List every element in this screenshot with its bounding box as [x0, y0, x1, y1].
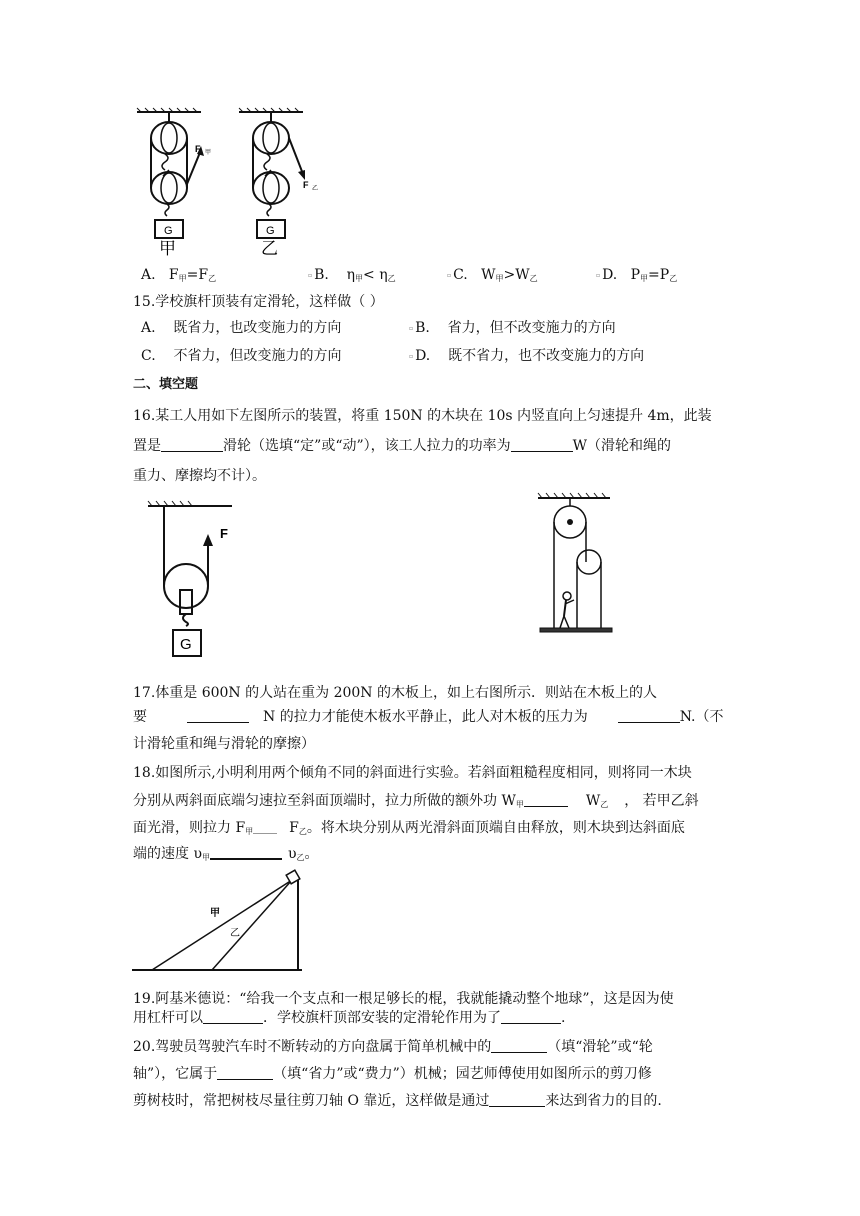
text: W	[585, 793, 601, 809]
q15-option-d[interactable]	[409, 346, 644, 367]
q14-yi-force-label: F	[303, 180, 309, 190]
text: ．学校旗杆顶部安装的定滑轮作用为了	[263, 1010, 501, 1026]
q14-jia-weight-label: G	[164, 225, 173, 237]
q16-line3: 重力、摩擦均不计）。	[133, 468, 266, 484]
text: F	[289, 820, 299, 836]
option-symbol: F	[168, 267, 179, 283]
subscript: 乙	[296, 853, 305, 862]
q14-option-a[interactable]	[141, 265, 216, 289]
q17-figure-board	[534, 492, 624, 637]
option-letter: B.	[415, 320, 430, 336]
option-relation: =F	[186, 267, 209, 283]
q16-blank-1[interactable]	[161, 437, 223, 452]
text: （填“滑轮”或“轮	[547, 1039, 653, 1055]
subscript: 乙	[298, 827, 307, 836]
text: （填“省力”或“费力”）机械；园艺师傅使用如图所示的剪刀修	[273, 1066, 652, 1082]
option-symbol: W	[481, 267, 496, 283]
q16-line1: 16.某工人用如下左图所示的装置，将重 150N 的木块在 10s 内竖直向上匀速提升 4m，此装	[133, 408, 712, 424]
q18-line3	[133, 818, 685, 842]
option-relation: >W	[503, 267, 530, 283]
option-symbol: P	[630, 267, 641, 283]
text: 轴”），它属于	[133, 1066, 218, 1082]
text: N 的拉力才能使木板水平静止，此人对木板的压力为	[263, 709, 588, 725]
option-letter: D.	[602, 267, 618, 283]
q14-yi-force-sub: 乙	[312, 186, 319, 192]
q19-blank-2[interactable]	[501, 1009, 561, 1024]
q14-option-d[interactable]	[596, 265, 677, 289]
q17-line3: 计滑轮重和绳与滑轮的摩擦）	[133, 736, 315, 752]
text: 剪树枝时，常把树枝尽量往剪刀轴 O 靠近，这样做是通过	[133, 1093, 490, 1109]
text: 来达到省力的目的.	[545, 1093, 662, 1109]
option-subscript: 乙	[669, 274, 678, 283]
q16-figure-pulley	[146, 500, 236, 660]
q18-figure-inclines	[130, 868, 310, 974]
text: ， 若甲乙斜	[624, 793, 699, 809]
subscript: 甲	[201, 853, 210, 862]
text: 。	[304, 846, 319, 862]
q19-line2	[133, 1008, 565, 1028]
q17-blank-2[interactable]	[618, 708, 680, 723]
text: 用杠杆可以	[133, 1010, 203, 1026]
q18-blank-2[interactable]	[253, 819, 277, 834]
text: 置是	[133, 438, 161, 454]
text: 。将木块分别从两光滑斜面顶端自由释放，则木块到达斜面底	[306, 820, 685, 836]
option-letter: D.	[415, 348, 431, 364]
option-subscript: 甲	[178, 274, 187, 283]
section-title: 二、填空题	[133, 377, 199, 392]
q18-line4	[133, 844, 318, 868]
text: W（滑轮和绳的	[572, 438, 672, 454]
option-subscript: 甲	[355, 274, 364, 283]
text: 分别从两斜面底端匀速拉至斜面顶端时，拉力所做的额外功 W	[133, 793, 516, 809]
q15-option-a[interactable]	[141, 318, 341, 338]
subscript: 乙	[600, 800, 609, 809]
option-letter: C.	[141, 348, 156, 364]
bullet-icon: ▫	[447, 272, 452, 279]
q14-option-c[interactable]	[447, 265, 538, 289]
q15-stem: 15.学校旗杆顶装有定滑轮，这样做（ ）	[133, 294, 384, 310]
bullet-icon: ▫	[409, 325, 414, 332]
text: 滑轮（选填“定”或“动”），该工人拉力的功率为	[223, 438, 511, 454]
q14-jia-label: 甲	[159, 239, 176, 259]
q16-line2	[133, 436, 671, 456]
text: .	[561, 1010, 566, 1026]
subscript: 甲	[515, 800, 524, 809]
text: N.（不	[679, 709, 724, 725]
option-text: 既省力，也改变施力的方向	[173, 320, 342, 336]
q18-yi-label: 乙	[230, 928, 240, 939]
q18-blank-3[interactable]	[210, 844, 282, 860]
bullet-icon: ▫	[308, 272, 313, 279]
option-letter: A.	[141, 320, 156, 336]
option-letter: A.	[141, 267, 156, 283]
q15-option-b[interactable]	[409, 318, 616, 339]
option-relation: =P	[648, 267, 670, 283]
q20-blank-3[interactable]	[489, 1092, 545, 1107]
option-subscript: 乙	[387, 274, 396, 283]
bullet-icon: ▫	[409, 353, 414, 360]
q18-line2	[133, 791, 699, 815]
q20-blank-1[interactable]	[491, 1038, 547, 1053]
q15-option-c[interactable]	[141, 346, 341, 366]
text: 面光滑，则拉力 F	[133, 820, 246, 836]
text: 要	[133, 709, 147, 725]
option-symbol: η	[346, 267, 356, 283]
option-text: 省力，但不改变施力的方向	[447, 320, 616, 336]
q14-figure-yi	[237, 108, 337, 258]
q19-blank-1[interactable]	[203, 1009, 263, 1024]
q19-line1: 19.阿基米德说：“给我一个支点和一根足够长的棍，我就能撬动整个地球”，这是因为使	[133, 991, 674, 1007]
q14-option-b[interactable]	[308, 265, 396, 289]
q17-line1: 17.体重是 600N 的人站在重为 200N 的木板上，如上右图所示．则站在木板上的人	[133, 685, 658, 701]
option-text: 不省力，但改变施力的方向	[173, 348, 342, 364]
text: 20.驾驶员驾驶汽车时不断转动的方向盘属于简单机械中的	[133, 1039, 492, 1055]
bullet-icon: ▫	[596, 272, 601, 279]
q16-weight-label: G	[180, 636, 192, 653]
q20-line1	[133, 1037, 653, 1057]
option-relation: < η	[363, 267, 388, 283]
q20-line3	[133, 1091, 662, 1111]
subscript: 甲	[245, 827, 254, 836]
option-subscript: 甲	[640, 274, 649, 283]
q17-line2	[133, 707, 724, 727]
option-letter: C.	[453, 267, 468, 283]
q20-blank-2[interactable]	[217, 1065, 273, 1080]
q18-jia-label: 甲	[210, 908, 220, 919]
option-subscript: 乙	[529, 274, 538, 283]
q14-figure-jia	[135, 108, 235, 258]
q20-line2	[133, 1064, 652, 1084]
option-letter: B.	[314, 267, 329, 283]
q17-blank-1[interactable]	[187, 708, 249, 723]
option-text: 既不省力，也不改变施力的方向	[448, 348, 645, 364]
q14-jia-force-sub: 甲	[205, 150, 212, 156]
option-subscript: 乙	[208, 274, 217, 283]
q16-force-label: F	[220, 526, 228, 541]
q18-line1: 18.如图所示,小明利用两个倾角不同的斜面进行实验。若斜面粗糙程度相同，则将同一木块	[133, 765, 692, 781]
text: υ	[287, 846, 297, 862]
q14-yi-label: 乙	[261, 239, 278, 259]
q18-blank-1[interactable]	[524, 792, 568, 807]
q14-jia-force-label: F	[195, 144, 201, 154]
q14-yi-weight-label: G	[266, 225, 275, 237]
text: 端的速度 υ	[133, 846, 202, 862]
q16-blank-2[interactable]	[511, 437, 573, 452]
option-subscript: 甲	[495, 274, 504, 283]
